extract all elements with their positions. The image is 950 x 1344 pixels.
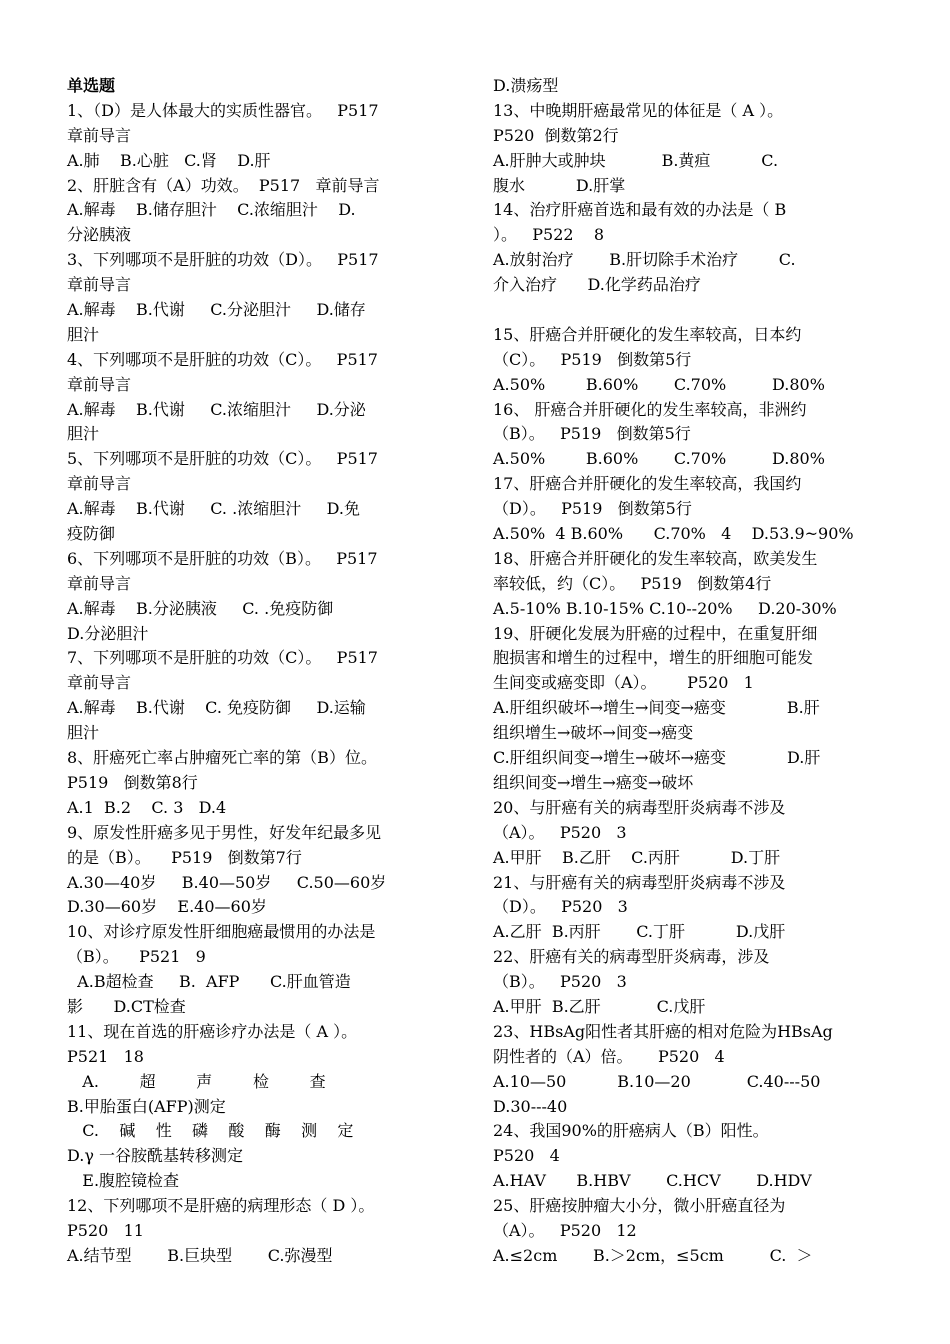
right-text-line: C.肝组织间变→增生→破坏→癌变 D.肝 (493, 748, 821, 768)
right-text-line: D.30---40 (493, 1096, 568, 1116)
left-text-line: 8、肝癌死亡率占肿瘤死亡率的第（B）位。 (67, 748, 377, 768)
left-text-line: C. 碱 性 磷 酸 酶 测 定 (67, 1121, 354, 1141)
left-text-line: 3、下列哪项不是肝脏的功效（D）。 P517 (67, 250, 379, 270)
left-text-line: A.解毒 B.代谢 C.分泌胆汁 D.储存 (67, 300, 366, 320)
right-text-line: 16、 肝癌合并肝硬化的发生率较高，非洲约 (493, 399, 807, 419)
left-text-line: 章前导言 (67, 474, 132, 494)
right-text-line: A.甲肝 B.乙肝 C.丙肝 D.丁肝 (493, 847, 781, 867)
right-text-line: 21、与肝癌有关的病毒型肝炎病毒不涉及 (493, 872, 786, 892)
left-text-line: 胆汁 (67, 324, 100, 344)
left-text-line: 章前导言 (67, 374, 132, 394)
right-text-line: A.放射治疗 B.肝切除手术治疗 C. (493, 250, 796, 270)
left-text-line: A.结节型 B.巨块型 C.弥漫型 (67, 1245, 333, 1265)
right-text-line: 24、我国90%的肝癌病人（B）阳性。 (493, 1121, 769, 1141)
right-text-line: （C）。 P519 倒数第5行 (493, 349, 692, 369)
right-text-line: 25、肝癌按肿瘤大小分，微小肝癌直径为 (493, 1196, 786, 1216)
right-text-line: 17、肝癌合并肝硬化的发生率较高，我国约 (493, 474, 802, 494)
left-text-line: A.解毒 B.代谢 C. 免疫防御 D.运输 (67, 698, 366, 718)
right-text-line: A.肝肿大或肿块 B.黄疸 C. (493, 150, 779, 170)
right-text-line: 23、HBsAg阳性者其肝癌的相对危险为HBsAg (493, 1021, 833, 1041)
right-text-line: （D）。 P520 3 (493, 897, 628, 917)
section-heading: 单选题 (67, 76, 116, 95)
left-text-line: 章前导言 (67, 673, 132, 693)
right-text-line: 14、治疗肝癌首选和最有效的办法是（ B (493, 200, 787, 220)
right-column (493, 74, 885, 1269)
right-text-line: （D）。 P519 倒数第5行 (493, 499, 692, 519)
left-column (67, 74, 462, 1269)
left-text-line: A.B超检查 B. AFP C.肝血管造 (67, 972, 351, 992)
left-text-line: A.肺 B.心脏 C.肾 D.肝 (67, 150, 271, 170)
right-text-line: 20、与肝癌有关的病毒型肝炎病毒不涉及 (493, 797, 786, 817)
left-text-line: D.分泌胆汁 (67, 623, 149, 643)
left-text-line: 章前导言 (67, 125, 132, 145)
left-text-line: P519 倒数第8行 (67, 772, 198, 792)
left-text-line: 10、对诊疗原发性肝细胞癌最惯用的办法是 (67, 922, 376, 942)
left-text-line: 1、（D）是人体最大的实质性器官。 P517 (67, 100, 379, 120)
left-text-line: 疫防御 (67, 524, 116, 544)
blank-line (493, 298, 885, 323)
right-text-line: ）。 P522 8 (493, 225, 605, 245)
right-text-line: 18、肝癌合并肝硬化的发生率较高，欧美发生 (493, 548, 818, 568)
left-text-line: （B）。 P521 9 (67, 947, 206, 967)
left-text-line: 胆汁 (67, 424, 100, 444)
left-text-line: 9、原发性肝癌多见于男性，好发年纪最多见 (67, 822, 382, 842)
left-text-line: 胆汁 (67, 723, 100, 743)
left-text-line: A.解毒 B.代谢 C. .浓缩胆汁 D.免 (67, 499, 360, 519)
left-text-line: A.1 B.2 C. 3 D.4 (67, 797, 227, 817)
right-text-line: 13、中晚期肝癌最常见的体征是（ A ）。 (493, 100, 784, 120)
right-text-line: A.甲肝 B.乙肝 C.戊肝 (493, 996, 706, 1016)
left-text-line: 6、下列哪项不是肝脏的功效（B）。 P517 (67, 548, 378, 568)
left-text-line: 影 D.CT检查 (67, 996, 186, 1016)
left-text-line: A.解毒 B.储存胆汁 C.浓缩胆汁 D. (67, 200, 356, 220)
left-text-line: 分泌胰液 (67, 225, 132, 245)
right-text-line: A.5-10% B.10-15% C.10--20% D.20-30% (493, 598, 837, 618)
right-text-line: A.50% B.60% C.70% D.80% (493, 374, 825, 394)
right-text-line: A.HAV B.HBV C.HCV D.HDV (493, 1171, 812, 1191)
right-text-line: A.乙肝 B.丙肝 C.丁肝 D.戊肝 (493, 922, 786, 942)
left-text-line: A. 超 声 检 查 (67, 1071, 326, 1091)
right-text-line: A.肝组织破坏→增生→间变→癌变 B.肝 (493, 698, 820, 718)
left-text-line: 2、肝脏含有（A）功效。 P517 章前导言 (67, 175, 380, 195)
right-text-line: 组织增生→破坏→间变→癌变 (493, 723, 694, 743)
right-text-line: 胞损害和增生的过程中，增生的肝细胞可能发 (493, 648, 814, 668)
right-text-line: （A）。 P520 12 (493, 1220, 637, 1240)
left-text-line: D.30—60岁 E.40—60岁 (67, 897, 267, 917)
left-text-line: 5、下列哪项不是肝脏的功效（C）。 P517 (67, 449, 378, 469)
left-text-line: A.解毒 B.代谢 C.浓缩胆汁 D.分泌 (67, 399, 366, 419)
right-text-line: （A）。 P520 3 (493, 822, 627, 842)
left-text-line: 的是（B）。 P519 倒数第7行 (67, 847, 302, 867)
left-text-line: 章前导言 (67, 275, 132, 295)
right-text-line: P520 4 (493, 1146, 560, 1166)
right-text-line: D.溃疡型 (493, 76, 559, 95)
right-text-line: A.10—50 B.10—20 C.40---50 (493, 1071, 821, 1091)
right-text-line: 19、肝硬化发展为肝癌的过程中，在重复肝细 (493, 623, 818, 643)
left-text-line: A.解毒 B.分泌胰液 C. .免疫防御 (67, 598, 334, 618)
left-text-line: P521 18 (67, 1046, 144, 1066)
right-text-line: A.50% 4 B.60% C.70% 4 D.53.9~90% (493, 524, 854, 544)
right-text-line: P520 倒数第2行 (493, 125, 619, 145)
left-text-line: B.甲胎蛋白(AFP)测定 (67, 1096, 226, 1116)
left-text-line: 11、现在首选的肝癌诊疗办法是（ A ）。 (67, 1021, 358, 1041)
right-text-line: 介入治疗 D.化学药品治疗 (493, 275, 701, 295)
right-text-line: A.50% B.60% C.70% D.80% (493, 449, 825, 469)
left-text-line: D.γ 一谷胺酰基转移测定 (67, 1146, 243, 1166)
right-text-line: 22、肝癌有关的病毒型肝炎病毒，涉及 (493, 947, 770, 967)
left-text-line: E.腹腔镜检查 (67, 1171, 180, 1191)
left-text-line: P520 11 (67, 1220, 144, 1240)
left-text-line: 章前导言 (67, 573, 132, 593)
left-text-line: 12、下列哪项不是肝癌的病理形态（ D ）。 (67, 1196, 375, 1216)
right-text-line: 15、肝癌合并肝硬化的发生率较高，日本约 (493, 324, 802, 344)
right-text-line: A.≤2cm B.＞2cm，≤5cm C. ＞ (493, 1245, 813, 1265)
right-text-line: 腹水 D.肝掌 (493, 175, 626, 195)
left-text-line: 7、下列哪项不是肝脏的功效（C）。 P517 (67, 648, 378, 668)
right-text-line: 率较低，约（C）。 P519 倒数第4行 (493, 573, 772, 593)
right-text-line: 生间变或癌变即（A）。 P520 1 (493, 673, 754, 693)
right-text-line: （B）。 P519 倒数第5行 (493, 424, 691, 444)
right-text-line: 组织间变→增生→癌变→破坏 (493, 772, 694, 792)
right-text-line: 阴性者的（A）倍。 P520 4 (493, 1046, 725, 1066)
right-text-line: （B）。 P520 3 (493, 972, 627, 992)
left-text-line: A.30—40岁 B.40—50岁 C.50—60岁 (67, 872, 387, 892)
left-text-line: 4、下列哪项不是肝脏的功效（C）。 P517 (67, 349, 378, 369)
